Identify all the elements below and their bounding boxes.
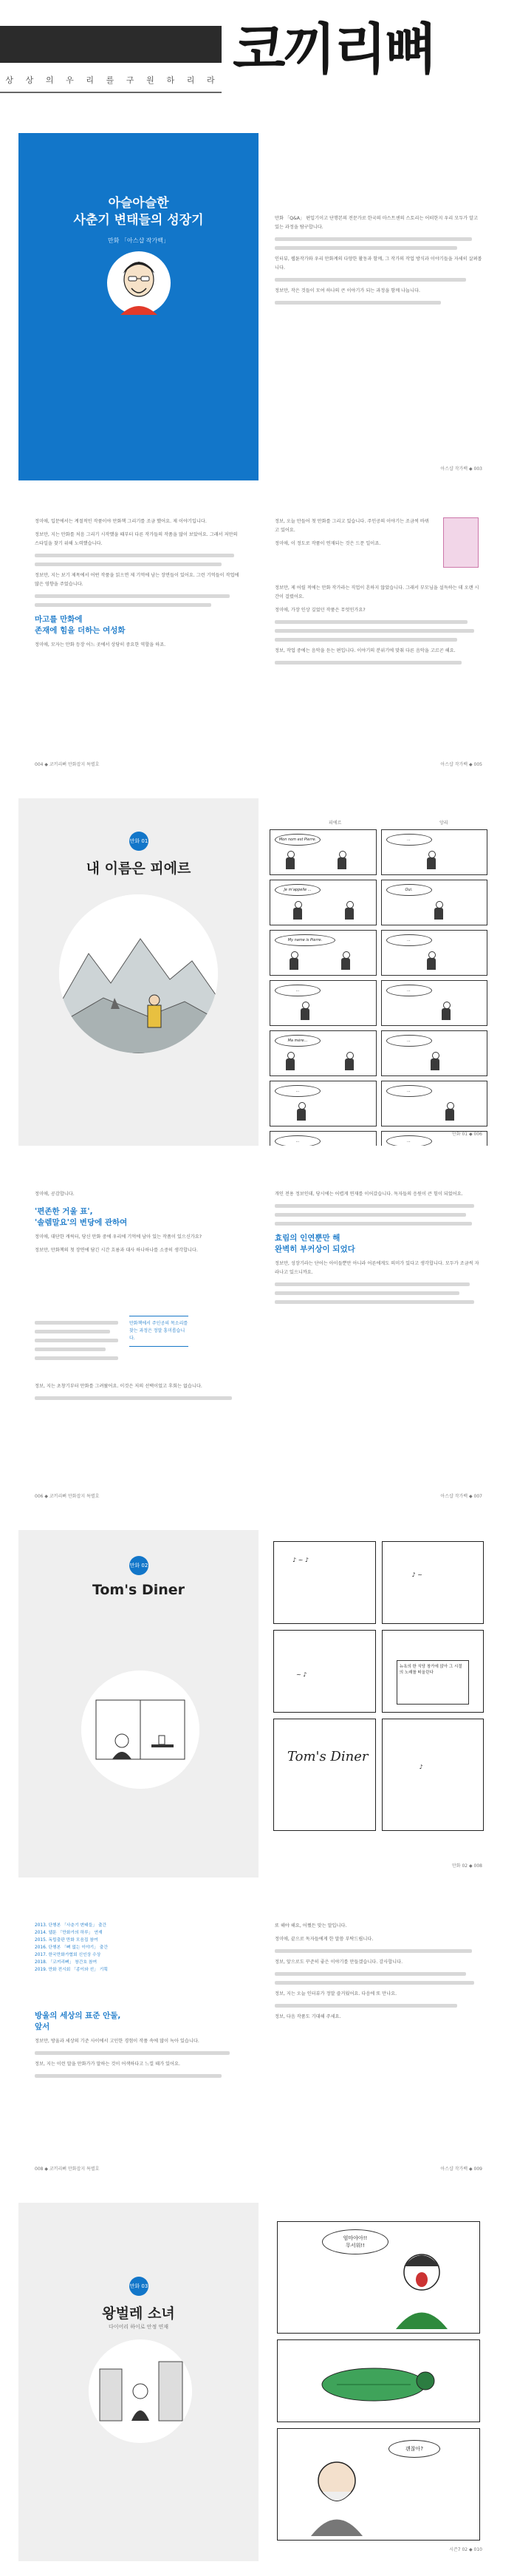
magazine-tagline [0,74,222,90]
interview-paragraph: 정보, 작업 중에는 음악을 듣는 편입니다. 이야기의 분위기에 맞춰 다른 음악을 고르곤 해요. [275,648,456,653]
comic-number-badge: 만화 03 [129,2277,148,2296]
comic-panel [381,1081,488,1126]
comic-panel [270,1081,377,1126]
interview-paragraph: 정보, 다음 작품도 기대해 주세요. [275,2014,341,2019]
text-line [35,594,230,598]
comic-title: 왕벌레 소녀 [102,2305,175,2322]
tagline-char: 상 [25,75,35,85]
speech-line: 무서워!! [346,2243,365,2249]
spread-comic-pierre [18,798,499,1146]
diner-sign: Tom's Diner [287,1749,369,1764]
interview-paragraph: 정보, 오늘 만들어 첫 만화를 그리고 있습니다. 주인공의 이야기는 조금씩 바뀌고 있어요. [275,519,429,533]
storyboard-panel [382,1719,485,1831]
comic-strip-page [258,798,499,1146]
speech-bubble: ... [386,985,432,996]
timeline-item: 2017. 한국만화가협회 신인상 수상 [35,1953,101,1957]
comic-panel [270,1131,377,1146]
character-figure [426,951,436,971]
comic-panel [277,2428,480,2541]
folio-left: 008 ◆ 코끼리뼈 만화잡지 특별호 [35,2167,100,2172]
pull-quote: 만화책에서 주인공의 목소리를 찾는 과정은 정말 흥미롭습니다. [129,1316,188,1347]
storyboard-panel [382,1630,485,1713]
interview-subheading [35,1206,242,1228]
text-line [275,237,472,241]
comic-title-panel [18,1530,258,1877]
author-timeline [35,1922,242,1974]
timeline-item: 2018. 「코끼리뼈」 창간호 참여 [35,1960,97,1965]
text-line [35,1339,118,1342]
interview-subheading [275,1233,482,1255]
speech-bubble: Ma mère... [275,1035,321,1047]
interview-page-right [258,1900,499,2181]
comic-panel [277,2221,480,2334]
comic-title: 내 이름은 피에르 [86,860,191,877]
folio-right: 아스샵 작가백 ◆ 005 [440,762,482,767]
diner-window-illustration [81,1671,199,1789]
folio-right: 아스샵 작가백 ◆ 007 [440,1494,482,1499]
comic-panel [277,2339,480,2422]
text-line [35,1348,106,1351]
interview-paragraph: 정미애, 공감합니다. [35,1192,75,1197]
text-line [35,554,234,557]
subheading-line: 존재에 힘을 더하는 여성화 [35,626,126,635]
comic-title-panel [18,798,258,1146]
feature-title-line: 사춘기 변태들의 성장기 [73,213,204,228]
book-cover-image [443,517,479,568]
storyboard-panel [382,1541,485,1624]
tagline-char: 하 [166,75,177,85]
storyboard-panel [273,1630,376,1713]
interview-text-left [35,2003,242,2083]
spread-interview-3 [18,1900,499,2181]
comic-panel [270,829,377,875]
subheading-line: 완벽히 부커상이 되었다 [275,1245,355,1254]
screaming-girl-drawing [381,2244,462,2329]
tagline-char: 상 [5,75,15,85]
intro-paragraph: 만화 「Q&A」 편입기이고 단행본의 전문가로 한국의 마스트센의 스토리는 어떠한지 우리 모두가 알고 있는 과정을 탐구합니다. [275,216,479,230]
interview-text-left-col [35,1316,118,1365]
speech-bubble: ... [386,1035,432,1047]
text-line [275,1282,470,1286]
text-line [35,563,222,566]
comic-panel-grid [270,829,487,1146]
speech-bubble: Oui. [386,884,432,896]
intro-paragraph: 인터뷰, 웹툰작가와 우리 만화계의 다양한 활동과 함께, 그 작가의 작업 방식과 이야기들을 자세히 살펴봅니다. [275,256,482,271]
folio-right: 만화 02 ◆ 008 [451,1863,482,1869]
timeline-item: 2016. 단행본 「뼈 없는 이야기」 출간 [35,1945,109,1950]
character-figure [344,901,355,920]
interview-paragraph: 정보만, 방울과 세상의 기준 사이에서 고민한 경험이 작품 속에 많이 녹아 있습니다. [35,2039,199,2044]
interview-subheading [35,614,242,636]
subheading-line: 앞서 [35,2022,50,2031]
text-line [275,620,468,624]
feature-intro-text [275,214,482,310]
text-line [35,1321,118,1325]
hand-lettering: ~ ♪ [296,1671,307,1678]
text-line [275,1300,474,1304]
subheading-line: '편존한 거울 표', [35,1207,93,1216]
spread-interview-2 [18,1160,499,1508]
feature-intro-page [258,133,499,480]
magazine-header [0,0,517,111]
caption-box: 뉴욕의 한 식당 창가에 앉아 그 시절의 노래를 떠올린다 [397,1660,469,1705]
comic-number-badge: 만화 02 [129,1556,148,1575]
bug-drawing [278,2340,479,2422]
tagline-char: 리 [186,75,196,85]
interview-page-right [258,495,499,776]
spread-feature-intro [18,133,499,480]
speech-bubble: ... [386,1085,432,1097]
character-figure [289,951,299,971]
comic-number-badge: 만화 01 [129,832,148,851]
character-figure [300,1002,310,1021]
speech-bubble: ... [386,834,432,846]
comic-panel [270,930,377,976]
text-line [35,1356,118,1360]
interview-text-left [35,517,242,654]
comic-panel [381,1030,488,1076]
folio-left: 006 ◆ 코끼리뼈 만화잡지 특별호 [35,1494,100,1499]
comic-page [258,2203,499,2561]
speech-bubble: ... [275,1085,321,1097]
folio-right: 아스샵 작가백 ◆ 009 [440,2167,482,2172]
speech-bubble [322,2229,388,2254]
interview-paragraph: 정미애, 대단한 캐릭터, 당신 만화 중에 우리에 기억에 남아 있는 작품이 있으신가요? [35,1234,202,1240]
comic-subtitle: 다이어리 하이로 안정 연재 [108,2324,169,2330]
feature-title [18,195,258,229]
tagline-char: 의 [45,75,55,85]
interview-paragraph: 정미애, 모자는 만화 등장 어느 곳에서 상당히 중요한 역할을 하죠. [35,642,166,648]
magazine-title: 코끼리뼈 [233,18,435,81]
text-line [275,1949,472,1953]
interview-paragraph: 정보, 지는 초창기부터 만화를 그려왔어요. 이것은 저의 선택이었고 후회는 없습니다. [35,1384,202,1389]
character-figure [296,1102,307,1121]
speech-bubble: Mon nom est Pierre. [275,834,321,846]
text-line [35,1396,232,1400]
interview-paragraph: 정미애, 입문에서는 계절적인 작품이야 만화책 그리기를 조금 했어요. 제 이야기입니다. [35,519,207,524]
speech-bubble: Je m'appelle ... [275,884,321,896]
author-portrait-illustration [107,251,171,315]
spread-comic-toms-diner [18,1530,499,1877]
speech-bubble: 괜찮아? [388,2440,440,2458]
comic-panel-column [277,2221,480,2546]
subheading-line: 효림의 인연뿐만 해 [275,1234,340,1243]
tagline-char: 리 [86,75,96,85]
interview-paragraph: 정보, 지는 오늘 인터뷰가 정말 즐거웠어요. 다음에 또 만나요. [275,1991,397,1996]
text-line [35,2074,222,2078]
old-man-drawing [292,2451,381,2536]
comic-panel [381,829,488,875]
folio-right: 아스샵 작가백 ◆ 003 [440,466,482,472]
text-line [275,246,457,250]
interview-text-right-top [275,517,432,553]
text-line [275,1981,474,1985]
subheading-line: '솔렘말요'의 변당에 관하여 [35,1218,128,1227]
tagline-char: 를 [106,75,116,85]
interview-text-left-bottom [35,1382,242,1405]
tagline-char: 원 [146,75,156,85]
interview-paragraph: 정미애, 끝으로 독자들에게 한 말씀 부탁드립니다. [275,1937,374,1942]
timeline-item: 2019. 만화 전시회 「종이와 선」 기획 [35,1968,109,1972]
interview-paragraph: 정미애, 이 정도로 작품이 연재되는 것은 드문 일이죠. [275,541,381,546]
spread-comic-bug-girl [18,2203,499,2561]
character-figure [430,1052,440,1071]
interview-paragraph: 정보만, 성장기라는 단어는 아이들뿐만 아니라 어른에게도 의미가 있다고 생각합니다. 모두가 조금씩 자라나고 있으니까요. [275,1261,479,1275]
tagline-char: 우 [66,75,75,85]
hand-lettering: ♪ ~ ♪ [292,1557,309,1563]
tagline-char: 구 [126,75,136,85]
mountain-scene-illustration [59,894,218,1053]
character-figure [434,901,444,920]
text-line [275,1213,466,1217]
header-dark-band [0,26,222,63]
character-figure [337,851,347,870]
text-line [275,1972,466,1976]
folio-left: 004 ◆ 코끼리뼈 만화잡지 특별호 [35,762,100,767]
text-line [35,2051,230,2055]
timeline-item: 2015. 독립출판 만화 모음집 참여 [35,1938,98,1943]
character-figure [292,901,303,920]
comic-title-panel [18,2203,258,2561]
character-figure [285,851,295,870]
interview-paragraph: 정보, 지는 이런 말을 만화가가 말하는 것이 어색하다고 느낄 때가 있어요. [35,2062,180,2067]
interview-text-left [35,1190,242,1260]
comic-panel [381,930,488,976]
comic-panel [381,980,488,1026]
interview-paragraph: 정미애, 가장 인상 깊었던 작품은 무엇인가요? [275,608,366,613]
interview-page-left [18,1160,258,1508]
timeline-item: 2014. 웹툰 「만화가의 하루」 연재 [35,1931,103,1935]
interview-page-left [18,495,258,776]
tagline-char: 라 [206,75,216,85]
comic-title: Tom's Diner [92,1582,185,1598]
interview-subheading [35,2011,242,2033]
comic-panel [270,880,377,925]
subheading-line: 방울의 세상의 표준 안둘, [35,2011,121,2020]
text-line [275,661,462,665]
interview-paragraph: 정보만, 지는 보기 제목에서 어떤 작품을 읽으면 제 기억에 남는 장면들이 있어요. 그런 기억들이 작업에 많은 영향을 주었습니다. [35,573,239,587]
spread-interview-1 [18,495,499,776]
hand-lettering: ♪ [419,1764,423,1770]
character-figure [441,1002,451,1021]
folio-right: 만화 01 ◆ 006 [451,1132,482,1137]
character-figure [426,851,436,870]
girl-street-illustration [89,2339,192,2443]
text-line [275,2004,457,2008]
speech-bubble: ... [386,934,432,946]
header-rule [0,92,222,93]
storyboard-grid [273,1541,484,1831]
timeline-item: 2013. 단행본 「사춘기 변태들」 출간 [35,1923,107,1928]
comic-storyboard-page [258,1530,499,1877]
interview-text-right [275,1922,482,2026]
text-line [35,603,211,607]
text-line [275,638,457,642]
character-figure [344,1052,355,1071]
interview-page-right [258,1160,499,1508]
interview-paragraph: 정보, 앞으로도 꾸준히 좋은 이야기를 만들겠습니다. 감사합니다. [275,1960,403,1965]
interview-paragraph: 또 해야 해요, 어쨌든 맞는 말입니다. [275,1923,347,1928]
feature-title-line: 아슬아슬한 [108,196,169,211]
speech-line: 엄마야아!! [343,2235,368,2241]
column-header: 앙리 [439,820,448,826]
comic-panel [381,880,488,925]
character-figure [340,951,351,971]
character-figure [445,1102,455,1121]
interview-text-right [275,1190,482,1309]
comic-panel [270,980,377,1026]
column-header: 피에르 [329,820,342,826]
storyboard-panel [273,1541,376,1624]
hand-lettering: ♪ ~ [411,1571,422,1578]
text-line [275,278,466,282]
character-figure [285,1052,295,1071]
text-line [275,1222,472,1226]
speech-bubble: My name is Pierre. [275,934,335,946]
feature-author: 만화 「아스샵 작가백」 [108,237,169,244]
speech-bubble: ... [275,985,321,996]
storyboard-panel [273,1719,376,1831]
text-line [275,1204,474,1208]
interview-text-right [275,584,482,670]
text-line [275,301,441,305]
interview-paragraph: 개인 전용 정보인데, 당시에는 어렵게 연재를 이어갔습니다. 독자들의 응원이 큰 힘이 되었어요. [275,1192,463,1197]
speech-bubble: ... [275,1135,321,1146]
text-line [35,1330,110,1333]
intro-paragraph: 정보만, 작은 것들이 모여 하나의 큰 이야기가 되는 과정을 함께 나눕니다. [275,288,420,293]
interview-paragraph: 정보만, 지는 만화를 처음 그리기 시작했을 때부터 다른 작가들의 작품을 많이 보았어요. 그래서 저만의 스타일을 찾기 위해 노력했습니다. [35,532,238,546]
comic-panel [270,1030,377,1076]
speech-bubble: ... [386,1135,432,1146]
feature-cover-panel [18,133,258,480]
folio-right: 시즌7 02 ◆ 010 [449,2547,482,2552]
interview-page-left [18,1900,258,2181]
text-line [275,629,474,633]
interview-paragraph: 정보만, 제 어릴 적에는 만화 작가라는 직업이 흔하지 않았습니다. 그래서 부모님을 설득하는 데 오랜 시간이 걸렸어요. [275,585,479,599]
interview-paragraph: 정보만, 만화책의 첫 장면에 담긴 시간 흐름과 대사 하나하나를 소중히 생각합니다. [35,1248,198,1253]
subheading-line: 마고를 만화에 [35,615,83,624]
text-line [275,1291,459,1295]
